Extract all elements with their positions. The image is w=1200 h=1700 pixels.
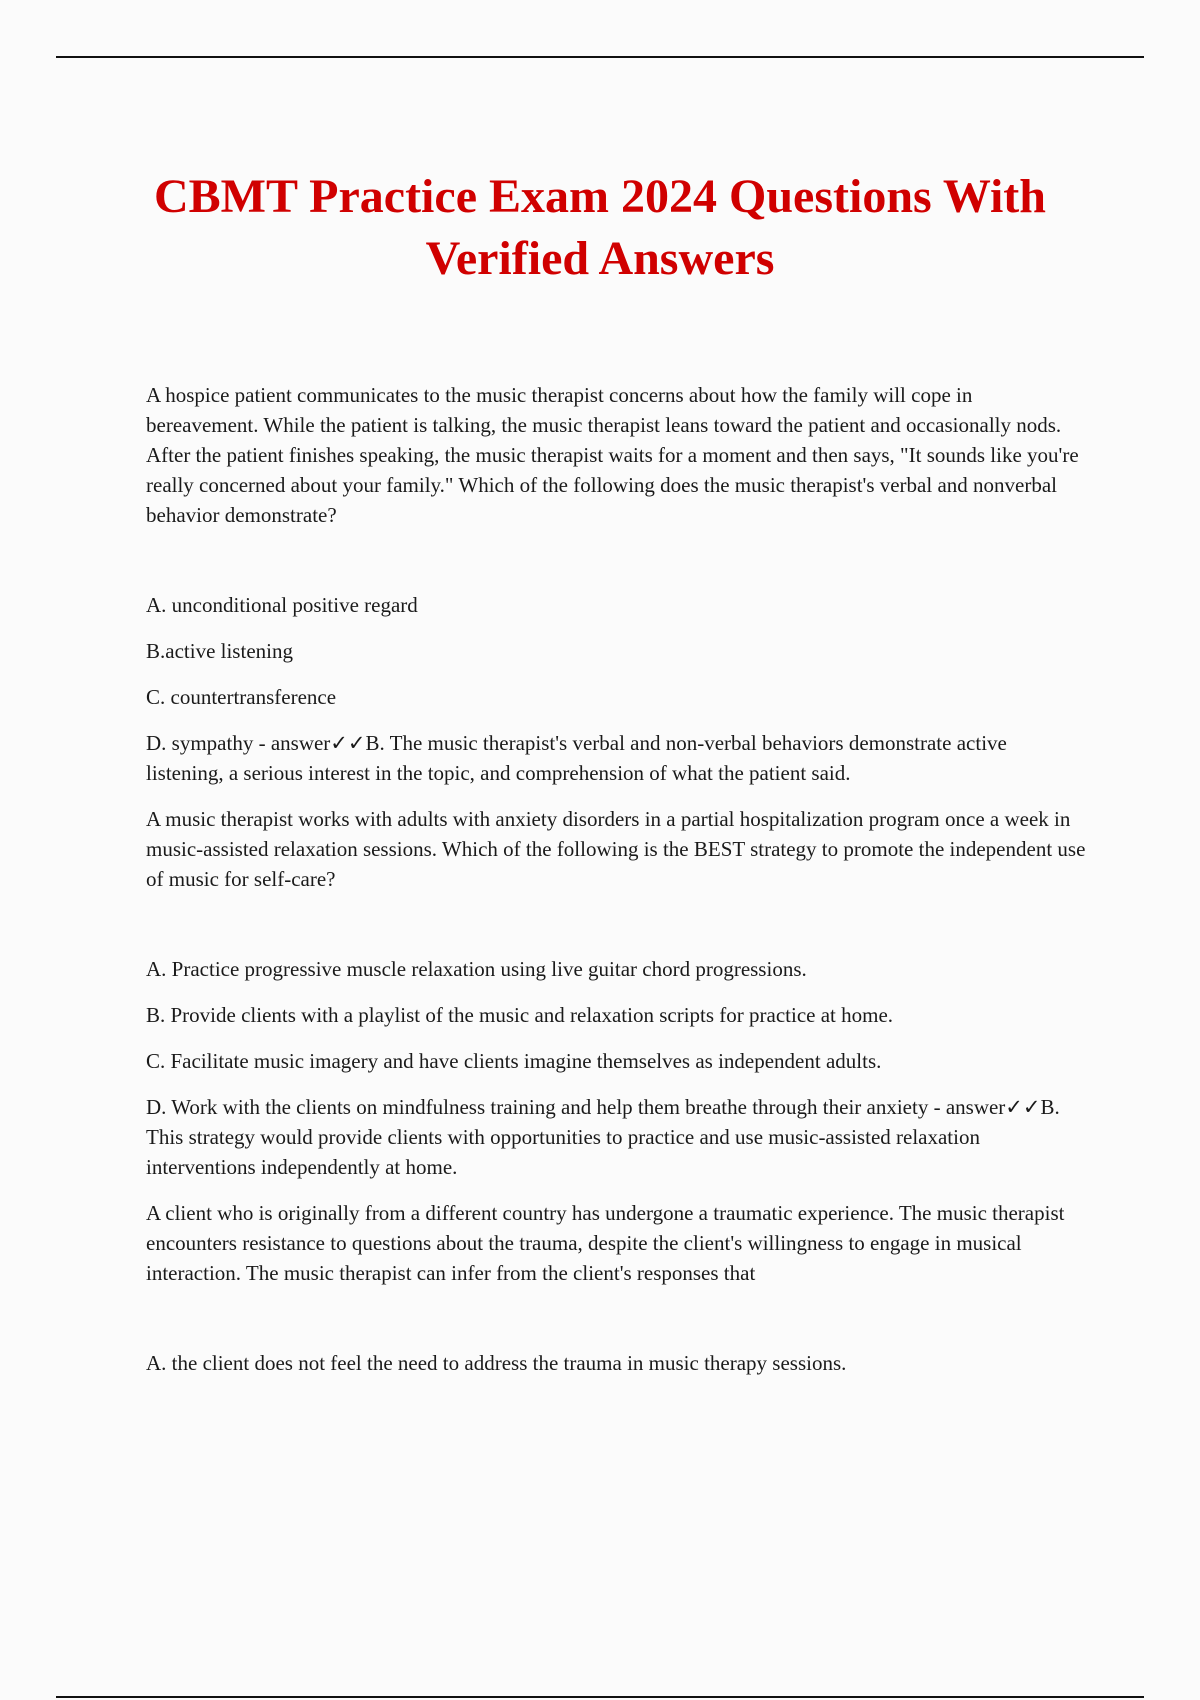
question-2-option-d-answer: D. Work with the clients on mindfulness training and help them breathe through their anxiety - answer✓✓B. This strategy would provide clients with opportunities to practice and use music-assisted relaxation interventions independently at home. [146, 1095, 1060, 1179]
bottom-rule [56, 1696, 1144, 1698]
question-1-stem: A hospice patient communicates to the music therapist concerns about how the family will cope in bereavement. While the patient is talking, the music therapist leans toward the patient and occasionally nods. After the patient finishes speaking, the music therapist waits for a moment and then says, "It sounds like you're really concerned about your family." Which of the following does the music therapist's verbal and nonverbal behavior demonstrate? [146, 383, 1079, 527]
top-rule [56, 56, 1144, 58]
question-2-option-b: B. Provide clients with a playlist of the music and relaxation scripts for practice at home. [146, 1003, 894, 1027]
question-2-stem: A music therapist works with adults with anxiety disorders in a partial hospitalization program once a week in music-assisted relaxation sessions. Which of the following is the BEST strategy to promote the independent use of music for self-care? [146, 807, 1086, 891]
question-1-option-c: C. countertransference [146, 685, 337, 709]
question-2-option-c: C. Facilitate music imagery and have clients imagine themselves as independent adults. [146, 1049, 882, 1073]
document-title: CBMT Practice Exam 2024 Questions With Verified Answers [154, 170, 1046, 285]
question-1-option-b: B.active listening [146, 639, 293, 663]
question-1-option-d-answer: D. sympathy - answer✓✓B. The music therapist's verbal and non-verbal behaviors demonstrate active listening, a serious interest in the topic, and comprehension of what the patient said. [146, 731, 1007, 785]
question-3-option-a: A. the client does not feel the need to address the trauma in music therapy sessions. [146, 1351, 847, 1375]
document-body [146, 380, 1086, 1394]
question-2-option-a: A. Practice progressive muscle relaxation using live guitar chord progressions. [146, 957, 807, 981]
question-3-stem: A client who is originally from a different country has undergone a traumatic experience. The music therapist encounters resistance to questions about the trauma, despite the client's willingness to engage in musical interaction. The music therapist can infer from the client's responses that [146, 1201, 1065, 1285]
question-1-option-a: A. unconditional positive regard [146, 593, 418, 617]
